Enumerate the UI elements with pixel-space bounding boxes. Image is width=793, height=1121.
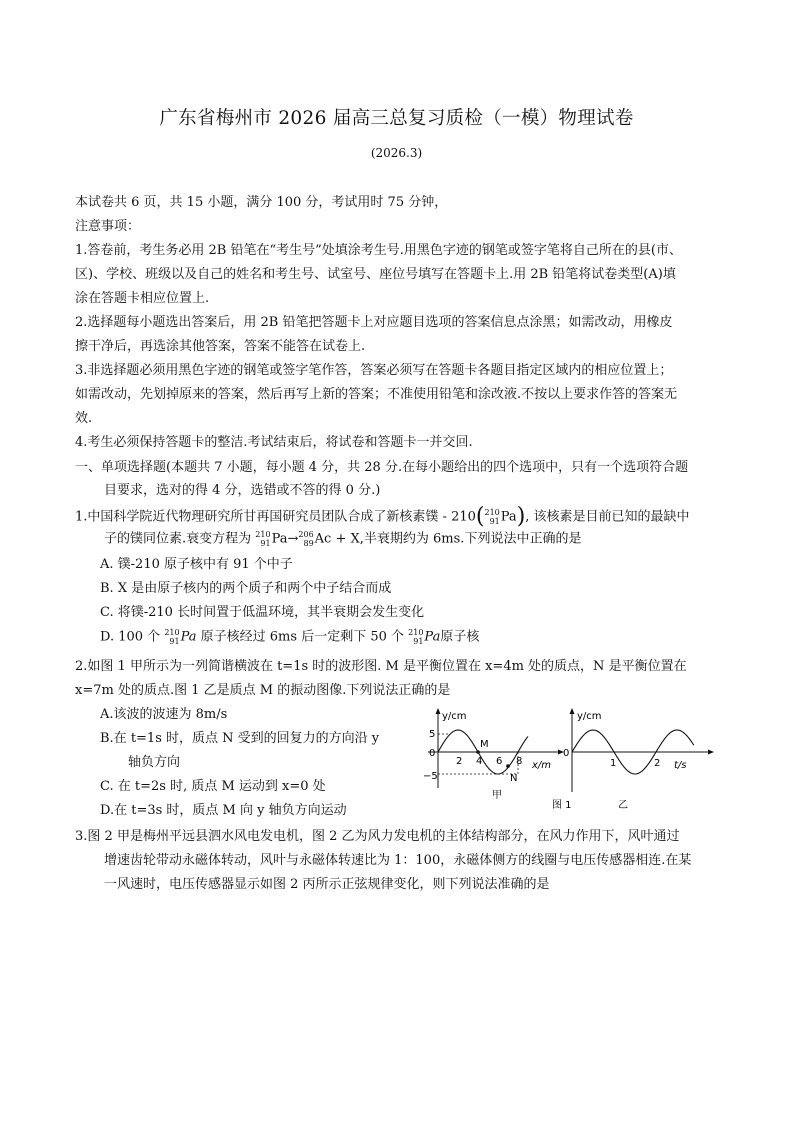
q1-decay-intro: 子的镤同位素.衰变方程为 (104, 531, 252, 547)
q3-stem-line-1: 3.图 2 甲是梅州平远县泗水风电发电机，图 2 乙为风力发电机的主体结构部分，在风力作用下，风叶通过 (75, 829, 680, 844)
ac-symbol: Ac (314, 531, 332, 547)
point-m-marker (476, 750, 480, 754)
note-3-line-1: 3.非选择题必须用黑色字迹的钢笔或签字笔作答，答案必须写在答题卡各题目指定区域内的相应位置上； (75, 363, 673, 378)
figure-1-right-graph (563, 708, 714, 811)
arrow-icon: → (287, 531, 299, 547)
left-y-arrow-icon (436, 708, 441, 714)
left-xtick-4: 4 (476, 756, 483, 767)
q1-stem-line-2 (104, 530, 754, 549)
figure-1 (420, 704, 720, 824)
right-x-arrow-icon (708, 750, 714, 755)
note-2-line-1: 2.选择题每小题选出答案后，用 2B 铅笔把答题卡上对应题目选项的答案信息点涂黑；如需改动，用橡皮 (75, 315, 673, 330)
open-paren: ( (475, 504, 485, 529)
pa-nuclide-numbers-4: 210 91 (408, 628, 424, 646)
pa-nuclide-numbers-2: 210 91 (255, 530, 271, 548)
q1-option-d-text-3: 原子核 (440, 629, 480, 645)
left-xtick-2: 2 (456, 756, 463, 767)
pa-symbol-2: Pa (271, 531, 288, 547)
figure-1-caption: 图 1 (552, 800, 572, 811)
note-1-line-3: 涂在答题卡相应位置上. (75, 291, 210, 306)
q3-stem-line-3: 一风速时，电压传感器显示如图 2 丙所示正弦规律变化，则下列说法准确的是 (104, 877, 550, 892)
q2-stem-line-1: 2.如图 1 甲所示为一列简谐横波在 t=1s 时的波形图. M 是平衡位置在 x=4m 处的质点，N 是平衡位置在 (75, 659, 687, 674)
right-x-label: t/s (674, 760, 687, 771)
left-x-label: x/m (532, 760, 552, 771)
q1-nuclide-name: - 210 (442, 509, 476, 525)
exam-date: (2026.3) (370, 146, 423, 160)
right-tick-0: 0 (563, 748, 570, 759)
left-xtick-8: 8 (516, 756, 523, 767)
q2-option-d: D.在 t=3s 时，质点 M 向 y 轴负方向运动 (100, 803, 347, 818)
q1-stem-text: 1.中国科学院近代物理研究所甘再国研究员团队合成了新核素镤 (75, 509, 439, 525)
q1-option-d-text-1: D. 100 个 (100, 629, 161, 645)
left-y-label: y/cm (442, 711, 467, 722)
pa-nuclide-numbers-3: 210 91 (164, 628, 180, 646)
pa-symbol: Pa (500, 509, 517, 525)
ac-nuclide-numbers: 206 89 (298, 530, 314, 548)
q2-option-b: B.在 t=1s 时，质点 N 受到的回复力的方向沿 y (100, 731, 380, 746)
q1-halflife: 半衰期约为 6ms.下列说法中正确的是 (363, 531, 582, 547)
q2-option-a: A.该波的波速为 8m/s (100, 707, 228, 722)
note-2-line-2: 擦干净后，再选涂其他答案，答案不能答在试卷上. (75, 339, 366, 354)
q1-option-a: A. 镤-210 原子核中有 91 个中子 (100, 557, 293, 572)
note-1-line-1: 1.答卷前，考生务必用 2B 铅笔在“考生号”处填涂考生号.用黑色字迹的钢笔或签字笔将自己所在的县(市、 (75, 243, 682, 258)
note-1-line-2: 区)、学校、班级以及自己的姓名和考生号、试室号、座位号填写在答题卡上.用 2B 铅笔将试卷类型(A)填 (75, 267, 676, 282)
right-y-label: y/cm (577, 711, 602, 722)
decay-tail: + X, (335, 531, 364, 547)
q2-option-c: C. 在 t=2s 时, 质点 M 运动到 x=0 处 (100, 779, 326, 794)
exam-summary: 本试卷共 6 页，共 15 小题，满分 100 分，考试用时 75 分钟， (75, 195, 448, 210)
q3-stem-line-2: 增速齿轮带动永磁体转动，风叶与永磁体转速比为 1：100，永磁体侧方的线圈与电压传感器相连.在某 (104, 853, 692, 868)
left-tick-5: 5 (429, 729, 436, 740)
q1-stem-line-1 (75, 504, 725, 529)
pa-nuclide-numbers: 210 91 (484, 508, 500, 526)
note-4: 4.考生必须保持答题卡的整洁.考试结束后，将试卷和答题卡一并交回. (75, 435, 473, 450)
section-1-heading: 一、单项选择题(本题共 7 小题，每小题 4 分，共 28 分.在每小题给出的四个选项中，只有一个选项符合题 (75, 460, 689, 475)
left-tick-neg5: −5 (423, 771, 438, 782)
right-caption: 乙 (618, 800, 628, 811)
q1-option-b: B. X 是由原子核内的两个质子和两个中子结合而成 (100, 581, 392, 596)
right-tick-1: 1 (610, 758, 617, 769)
note-3-line-2: 如需改动，先划掉原来的答案，然后再写上新的答案；不准使用铅笔和涂改液.不按以上要求作答的答案无 (75, 387, 678, 402)
note-3-line-3: 效. (75, 411, 93, 426)
page-title: 广东省梅州市 2026 届高三总复习质检（一模）物理试卷 (159, 108, 634, 129)
q1-option-d (100, 628, 750, 647)
pa-symbol-3: Pa (180, 629, 197, 645)
point-n-marker (506, 764, 510, 768)
figure-1-left-graph (423, 708, 564, 801)
right-y-arrow-icon (570, 708, 575, 714)
q2-stem-line-2: x=7m 处的质点.图 1 乙是质点 M 的振动图像.下列说法正确的是 (75, 683, 451, 698)
notes-heading: 注意事项： (75, 219, 141, 234)
section-1-heading-cont: 目要求，选对的得 4 分，选错或不答的得 0 分.) (104, 483, 381, 498)
point-m-label: M (480, 739, 489, 750)
close-paren: ) (516, 504, 526, 529)
q2-option-b-cont: 轴负方向 (128, 755, 181, 770)
left-xtick-6: 6 (496, 756, 503, 767)
q1-option-c: C. 将镤-210 长时间置于低温环境，其半衰期会发生变化 (100, 605, 425, 620)
right-tick-2: 2 (654, 758, 661, 769)
q1-option-d-text-2: 原子核经过 6ms 后一定剩下 50 个 (200, 629, 404, 645)
left-tick-0: 0 (429, 748, 436, 759)
left-caption: 甲 (492, 790, 502, 801)
pa-symbol-4: Pa (424, 629, 441, 645)
point-n-label: N (510, 773, 518, 784)
q1-stem-text-2: , 该核素是目前已知的最缺中 (525, 509, 690, 525)
